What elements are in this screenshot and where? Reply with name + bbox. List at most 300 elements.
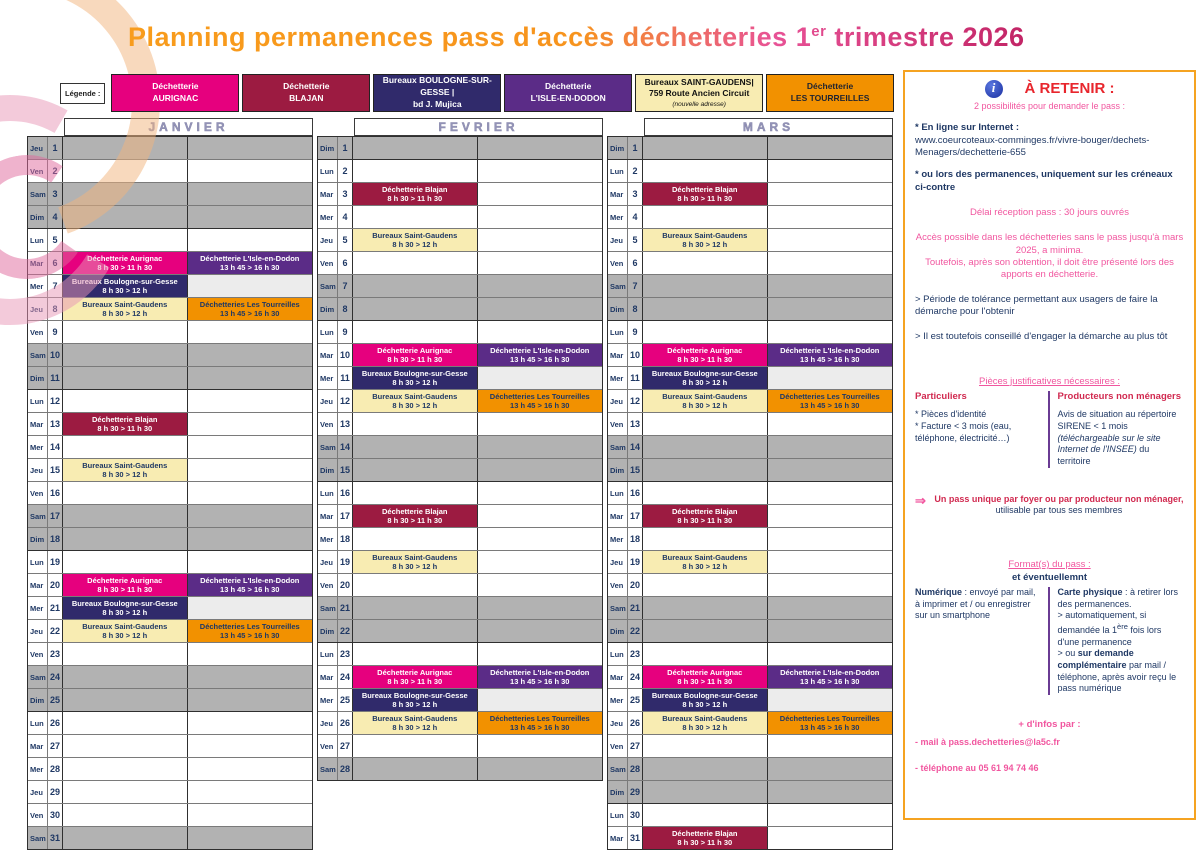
- legend-item-label: LES TOURREILLES: [790, 93, 870, 103]
- event-time: 8 h 30 > 12 h: [102, 470, 148, 480]
- day-number: 22: [628, 620, 643, 642]
- online-url[interactable]: www.coeurcoteaux-comminges.fr/vivre-bouger/dechets-Menagers/dechetterie-655: [915, 134, 1150, 158]
- day-of-week: Lun: [28, 390, 48, 412]
- day-row: [28, 251, 312, 274]
- day-row: [318, 389, 602, 412]
- day-of-week: Mer: [28, 275, 48, 297]
- day-row: [318, 596, 602, 619]
- event-stgaudens: [63, 620, 188, 642]
- am-slot: [63, 436, 188, 458]
- day-number: 5: [338, 229, 353, 251]
- day-row: [28, 573, 312, 596]
- am-slot: [63, 804, 188, 826]
- day-row: [608, 803, 892, 826]
- pm-slot: [768, 459, 893, 481]
- event-stgaudens: [643, 229, 768, 251]
- event-blajan: [353, 505, 478, 527]
- day-number: 19: [48, 551, 63, 573]
- pm-slot: [478, 436, 603, 458]
- pm-slot: [768, 689, 893, 711]
- day-row: [28, 757, 312, 780]
- pm-slot: [478, 252, 603, 274]
- day-of-week: Ven: [318, 252, 338, 274]
- event-stgaudens: [353, 551, 478, 573]
- day-number: 20: [48, 574, 63, 596]
- event-aurignac: [643, 344, 768, 366]
- day-number: 9: [628, 321, 643, 343]
- event-aurignac: [643, 666, 768, 688]
- day-number: 13: [338, 413, 353, 435]
- day-number: 17: [628, 505, 643, 527]
- day-of-week: Mar: [318, 505, 338, 527]
- tolerance-note: > Période de tolérance permettant aux usagers de faire la démarche pour l'obtenir: [915, 293, 1158, 317]
- day-of-week: Lun: [608, 804, 628, 826]
- day-of-week: Lun: [608, 482, 628, 504]
- permanence-label: * ou lors des permanences, uniquement sur les créneaux ci-contre: [915, 169, 1173, 193]
- day-of-week: Jeu: [28, 298, 48, 320]
- day-of-week: Sam: [28, 827, 48, 849]
- am-slot: [63, 689, 188, 711]
- calendar: [27, 118, 893, 850]
- event-isle: [478, 666, 603, 688]
- day-row: [28, 504, 312, 527]
- day-number: 25: [338, 689, 353, 711]
- event-isle: [768, 344, 893, 366]
- day-number: 13: [628, 413, 643, 435]
- am-slot: [63, 781, 188, 803]
- infos-tel: - téléphone au 05 61 94 74 46: [915, 763, 1039, 774]
- month-fevrier: [317, 118, 603, 850]
- event-name: Bureaux Boulogne-sur-Gesse: [361, 690, 468, 700]
- am-slot: [63, 321, 188, 343]
- day-row: [28, 642, 312, 665]
- pm-slot: [188, 183, 313, 205]
- day-row: [318, 711, 602, 734]
- day-row: [318, 297, 602, 320]
- day-row: [608, 550, 892, 573]
- am-slot: [643, 321, 768, 343]
- day-of-week: Ven: [28, 321, 48, 343]
- pm-slot: [768, 643, 893, 665]
- event-name: Déchetterie Blajan: [672, 184, 738, 194]
- event-time: 8 h 30 > 12 h: [102, 309, 148, 319]
- event-name: Déchetterie L'Isle-en-Dodon: [490, 345, 590, 355]
- event-name: Bureaux Saint-Gaudens: [82, 460, 168, 470]
- day-number: 20: [338, 574, 353, 596]
- docs-producteurs: [1050, 391, 1185, 468]
- event-time: 8 h 30 > 11 h 30: [677, 677, 733, 687]
- day-row: [28, 688, 312, 711]
- day-row: [318, 159, 602, 182]
- pm-slot: [768, 551, 893, 573]
- pm-slot: [478, 551, 603, 573]
- event-time: 8 h 30 > 12 h: [682, 723, 728, 733]
- format-carte: [1050, 587, 1185, 695]
- day-of-week: Jeu: [318, 390, 338, 412]
- day-of-week: Mer: [28, 758, 48, 780]
- day-number: 9: [48, 321, 63, 343]
- legend-item: [766, 74, 894, 112]
- day-row: [608, 435, 892, 458]
- day-number: 21: [338, 597, 353, 619]
- day-row: [608, 665, 892, 688]
- am-slot: [353, 275, 478, 297]
- day-of-week: Mer: [608, 689, 628, 711]
- pm-slot: [188, 505, 313, 527]
- event-stgaudens: [643, 390, 768, 412]
- event-stgaudens: [63, 298, 188, 320]
- day-of-week: Sam: [28, 666, 48, 688]
- day-number: 7: [48, 275, 63, 297]
- event-time: 13 h 45 > 16 h 30: [800, 677, 860, 687]
- month-title: FEVRIER: [354, 118, 603, 136]
- day-of-week: Dim: [28, 528, 48, 550]
- day-number: 16: [628, 482, 643, 504]
- day-number: 11: [338, 367, 353, 389]
- unique-pass-text: Un pass unique par foyer ou par producteur non ménager, utilisable par tous ses membres: [934, 493, 1184, 516]
- format-columns: [915, 587, 1184, 695]
- day-of-week: Dim: [608, 137, 628, 159]
- day-number: 1: [628, 137, 643, 159]
- pm-slot: [188, 827, 313, 849]
- advice-note: > Il est toutefois conseillé d'engager la démarche au plus tôt: [915, 331, 1168, 343]
- day-number: 12: [338, 390, 353, 412]
- access-note-line1: Accès possible dans les déchetteries sans le pass jusqu'à mars 2025, a minima.: [915, 232, 1184, 256]
- day-number: 10: [48, 344, 63, 366]
- event-time: 13 h 45 > 16 h 30: [220, 309, 280, 319]
- pm-slot: [768, 482, 893, 504]
- am-slot: [63, 206, 188, 228]
- pm-slot: [478, 160, 603, 182]
- day-row: [28, 412, 312, 435]
- event-tourreilles: [768, 712, 893, 734]
- pm-slot: [188, 712, 313, 734]
- day-number: 4: [628, 206, 643, 228]
- legend-item-label: Déchetterie: [806, 81, 854, 92]
- event-name: Bureaux Saint-Gaudens: [372, 230, 458, 240]
- day-of-week: Jeu: [608, 712, 628, 734]
- day-of-week: Sam: [608, 758, 628, 780]
- day-number: 27: [48, 735, 63, 757]
- day-number: 10: [338, 344, 353, 366]
- delay-note: Délai réception pass : 30 jours ouvrés: [970, 206, 1129, 218]
- day-of-week: Lun: [608, 160, 628, 182]
- event-time: 8 h 30 > 11 h 30: [97, 263, 153, 273]
- pm-slot: [768, 160, 893, 182]
- day-of-week: Mar: [28, 574, 48, 596]
- am-slot: [643, 298, 768, 320]
- event-name: Déchetterie L'Isle-en-Dodon: [200, 575, 300, 585]
- event-name: Bureaux Boulogne-sur-Gesse: [71, 276, 178, 286]
- day-number: 8: [48, 298, 63, 320]
- format-subtitle: et éventuellemnt: [1012, 571, 1087, 583]
- am-slot: [63, 160, 188, 182]
- day-row: [318, 137, 602, 159]
- event-time: 8 h 30 > 12 h: [392, 240, 438, 250]
- event-boulogne: [643, 367, 768, 389]
- pm-slot: [768, 321, 893, 343]
- day-of-week: Mar: [28, 735, 48, 757]
- intro-text: 2 possibilités pour demander le pass :: [973, 100, 1126, 111]
- event-stgaudens: [353, 712, 478, 734]
- pm-slot: [188, 459, 313, 481]
- event-blajan: [353, 183, 478, 205]
- day-row: [318, 274, 602, 297]
- event-time: 8 h 30 > 11 h 30: [97, 424, 153, 434]
- day-row: [608, 642, 892, 665]
- event-name: Déchetterie L'Isle-en-Dodon: [490, 667, 590, 677]
- am-slot: [63, 390, 188, 412]
- pm-slot: [768, 298, 893, 320]
- event-tourreilles: [188, 298, 313, 320]
- event-name: Bureaux Boulogne-sur-Gesse: [361, 368, 468, 378]
- day-of-week: Lun: [318, 482, 338, 504]
- day-number: 21: [48, 597, 63, 619]
- day-of-week: Lun: [318, 321, 338, 343]
- day-row: [608, 366, 892, 389]
- am-slot: [63, 712, 188, 734]
- day-of-week: Jeu: [608, 229, 628, 251]
- day-row: [608, 619, 892, 642]
- am-slot: [643, 758, 768, 780]
- event-name: Déchetterie Aurignac: [87, 575, 163, 585]
- day-number: 3: [628, 183, 643, 205]
- day-row: [608, 458, 892, 481]
- pm-slot: [188, 413, 313, 435]
- day-row: [318, 550, 602, 573]
- day-number: 27: [628, 735, 643, 757]
- day-of-week: Jeu: [28, 459, 48, 481]
- day-number: 30: [48, 804, 63, 826]
- event-isle: [188, 252, 313, 274]
- am-slot: [353, 574, 478, 596]
- am-slot: [643, 137, 768, 159]
- event-boulogne: [643, 689, 768, 711]
- day-number: 6: [628, 252, 643, 274]
- event-time: 13 h 45 > 16 h 30: [800, 355, 860, 365]
- am-slot: [643, 160, 768, 182]
- day-of-week: Jeu: [318, 712, 338, 734]
- day-of-week: Sam: [608, 436, 628, 458]
- docs-particuliers-item: * Pièces d'identité: [915, 409, 987, 420]
- event-name: Bureaux Saint-Gaudens: [662, 230, 748, 240]
- day-row: [28, 619, 312, 642]
- access-note: [915, 232, 1184, 281]
- day-number: 11: [48, 367, 63, 389]
- pm-slot: [478, 298, 603, 320]
- pm-slot: [188, 597, 313, 619]
- day-number: 23: [628, 643, 643, 665]
- am-slot: [643, 620, 768, 642]
- event-time: 13 h 45 > 16 h 30: [220, 263, 280, 273]
- event-name: Déchetterie L'Isle-en-Dodon: [780, 345, 880, 355]
- day-of-week: Sam: [318, 436, 338, 458]
- day-of-week: Lun: [318, 643, 338, 665]
- day-row: [318, 228, 602, 251]
- am-slot: [643, 804, 768, 826]
- info-icon: i: [985, 80, 1003, 98]
- day-row: [318, 688, 602, 711]
- legend-label: Légende :: [60, 83, 105, 104]
- event-time: 8 h 30 > 11 h 30: [387, 355, 443, 365]
- infos-title: + d'infos par :: [1018, 719, 1081, 731]
- pm-slot: [478, 689, 603, 711]
- day-number: 17: [48, 505, 63, 527]
- event-aurignac: [353, 344, 478, 366]
- day-of-week: Mer: [608, 367, 628, 389]
- day-number: 28: [48, 758, 63, 780]
- online-block: [915, 122, 1184, 159]
- day-of-week: Mer: [608, 528, 628, 550]
- pm-slot: [478, 206, 603, 228]
- am-slot: [353, 413, 478, 435]
- day-row: [318, 320, 602, 343]
- event-time: 13 h 45 > 16 h 30: [510, 677, 570, 687]
- day-row: [608, 780, 892, 803]
- day-number: 14: [48, 436, 63, 458]
- day-number: 28: [338, 758, 353, 780]
- event-boulogne: [353, 689, 478, 711]
- event-aurignac: [353, 666, 478, 688]
- format-title: Format(s) du pass :: [1008, 559, 1091, 571]
- docs-particuliers: [915, 391, 1050, 468]
- day-row: [28, 297, 312, 320]
- pm-slot: [188, 390, 313, 412]
- day-row: [608, 320, 892, 343]
- day-row: [28, 182, 312, 205]
- day-of-week: Sam: [28, 505, 48, 527]
- legend-item-label: bd J. Mujica: [412, 98, 462, 109]
- docs-columns: [915, 391, 1184, 468]
- day-number: 19: [338, 551, 353, 573]
- day-row: [608, 711, 892, 734]
- day-row: [28, 137, 312, 159]
- day-of-week: Mer: [318, 689, 338, 711]
- day-of-week: Mar: [28, 413, 48, 435]
- day-row: [28, 205, 312, 228]
- event-isle: [768, 666, 893, 688]
- am-slot: [353, 620, 478, 642]
- day-of-week: Dim: [608, 298, 628, 320]
- month-title: MARS: [644, 118, 893, 136]
- event-name: Déchetterie Blajan: [92, 414, 158, 424]
- day-row: [608, 137, 892, 159]
- pm-slot: [188, 643, 313, 665]
- day-number: 18: [48, 528, 63, 550]
- event-time: 8 h 30 > 12 h: [682, 401, 728, 411]
- day-row: [608, 274, 892, 297]
- day-of-week: Jeu: [608, 551, 628, 573]
- event-name: Bureaux Saint-Gaudens: [372, 391, 458, 401]
- event-blajan: [643, 505, 768, 527]
- pm-slot: [478, 620, 603, 642]
- pm-slot: [768, 436, 893, 458]
- day-number: 16: [48, 482, 63, 504]
- month-janvier: [27, 118, 313, 850]
- day-row: [318, 182, 602, 205]
- event-name: Bureaux Saint-Gaudens: [662, 552, 748, 562]
- day-row: [28, 435, 312, 458]
- pm-slot: [188, 321, 313, 343]
- day-of-week: Ven: [608, 413, 628, 435]
- day-row: [28, 274, 312, 297]
- day-number: 16: [338, 482, 353, 504]
- day-of-week: Lun: [608, 321, 628, 343]
- am-slot: [643, 643, 768, 665]
- event-time: 8 h 30 > 11 h 30: [97, 585, 153, 595]
- pm-slot: [768, 229, 893, 251]
- infos-mail[interactable]: - mail à pass.dechetteries@la5c.fr: [915, 737, 1060, 748]
- pm-slot: [188, 344, 313, 366]
- legend-item: [242, 74, 370, 112]
- event-name: Déchetterie Aurignac: [377, 667, 453, 677]
- pm-slot: [188, 689, 313, 711]
- day-of-week: Mar: [318, 666, 338, 688]
- pm-slot: [478, 735, 603, 757]
- day-number: 26: [338, 712, 353, 734]
- legend-item: [635, 74, 763, 112]
- day-of-week: Sam: [28, 344, 48, 366]
- day-of-week: Dim: [318, 298, 338, 320]
- pm-slot: [768, 505, 893, 527]
- event-time: 8 h 30 > 11 h 30: [677, 194, 733, 204]
- pm-slot: [478, 505, 603, 527]
- day-number: 1: [338, 137, 353, 159]
- day-of-week: Mar: [608, 827, 628, 849]
- month-grid: [27, 136, 313, 850]
- day-of-week: Mer: [28, 436, 48, 458]
- am-slot: [63, 505, 188, 527]
- day-number: 31: [628, 827, 643, 849]
- day-row: [608, 734, 892, 757]
- pm-slot: [768, 758, 893, 780]
- day-of-week: Dim: [28, 689, 48, 711]
- day-row: [318, 757, 602, 780]
- day-of-week: Mar: [28, 252, 48, 274]
- event-time: 13 h 45 > 16 h 30: [800, 723, 860, 733]
- day-row: [318, 573, 602, 596]
- pm-slot: [768, 137, 893, 159]
- day-number: 29: [628, 781, 643, 803]
- event-time: 13 h 45 > 16 h 30: [510, 401, 570, 411]
- event-name: Bureaux Boulogne-sur-Gesse: [651, 690, 758, 700]
- legend-item-label: Bureaux BOULOGNE-SUR-GESSE |: [382, 75, 492, 98]
- legend-item-label: 759 Route Ancien Circuit: [648, 88, 750, 99]
- day-row: [608, 757, 892, 780]
- pm-slot: [478, 528, 603, 550]
- event-name: Déchetteries Les Tourreilles: [779, 391, 880, 401]
- day-row: [608, 596, 892, 619]
- day-number: 22: [48, 620, 63, 642]
- day-row: [28, 481, 312, 504]
- day-number: 23: [338, 643, 353, 665]
- pm-slot: [768, 735, 893, 757]
- day-of-week: Jeu: [28, 137, 48, 159]
- day-of-week: Mer: [318, 367, 338, 389]
- day-number: 13: [48, 413, 63, 435]
- pm-slot: [188, 229, 313, 251]
- am-slot: [643, 206, 768, 228]
- day-of-week: Lun: [608, 643, 628, 665]
- event-name: Déchetteries Les Tourreilles: [199, 621, 300, 631]
- day-row: [28, 366, 312, 389]
- day-number: 7: [338, 275, 353, 297]
- day-row: [608, 826, 892, 849]
- day-of-week: Dim: [608, 620, 628, 642]
- day-row: [318, 481, 602, 504]
- day-row: [608, 228, 892, 251]
- day-number: 2: [48, 160, 63, 182]
